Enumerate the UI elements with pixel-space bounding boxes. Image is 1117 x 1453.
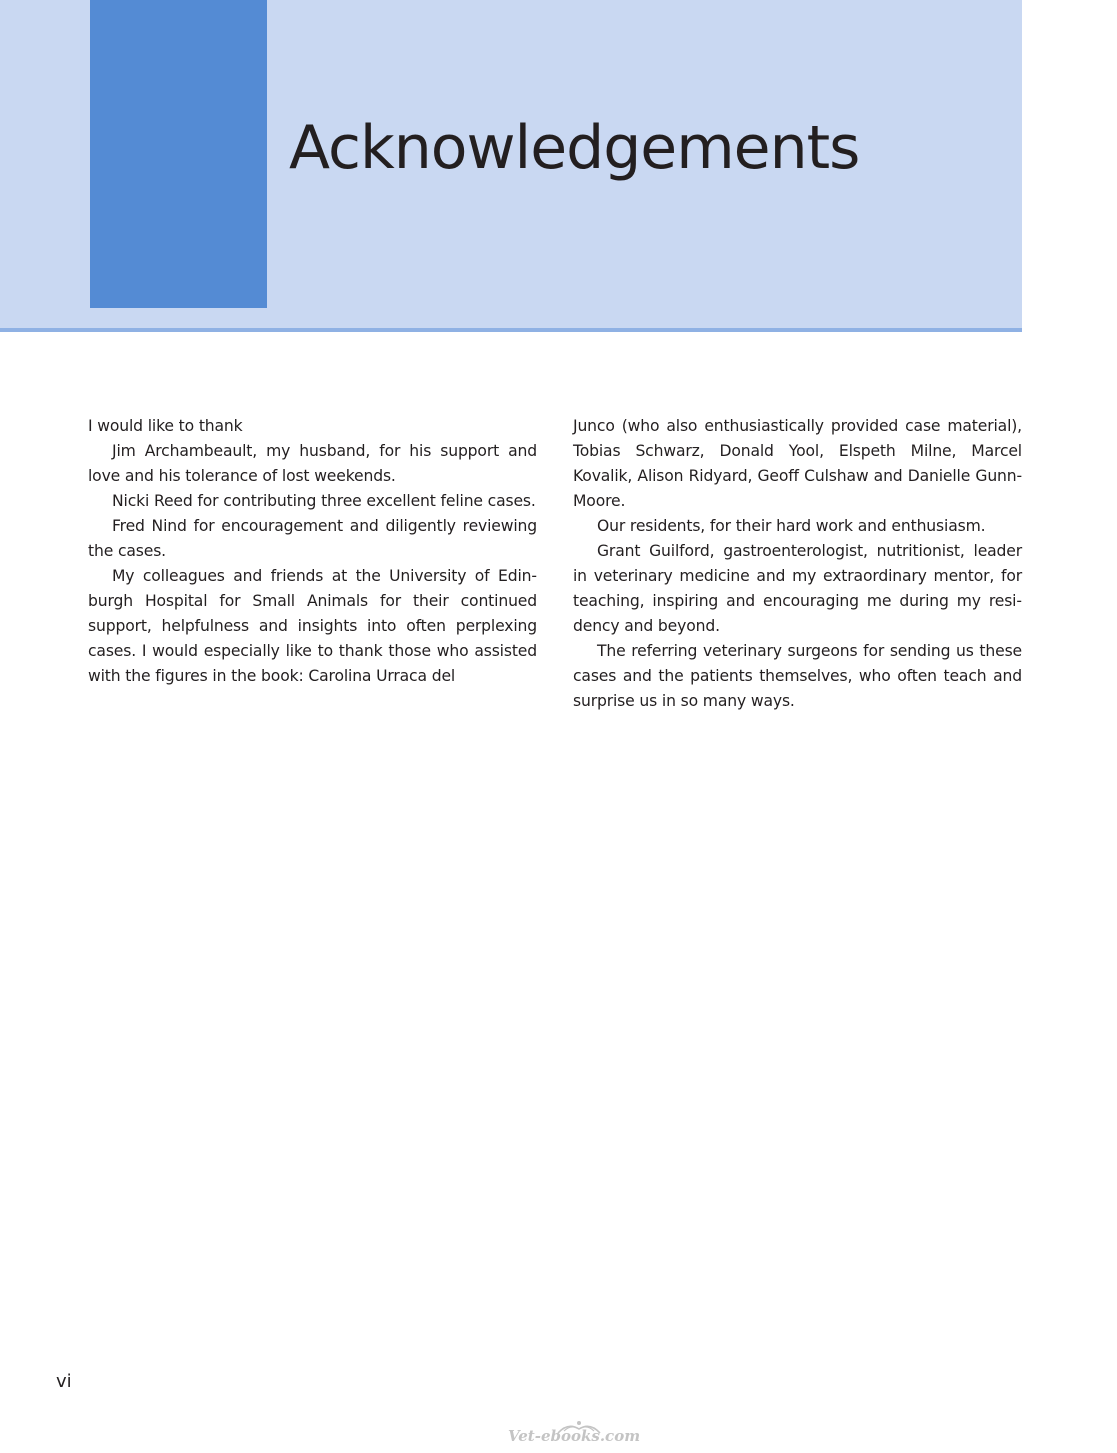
intro-paragraph: I would like to thank xyxy=(88,417,243,435)
accent-block xyxy=(90,0,267,308)
continued-paragraph: Junco (who also enthusiastically provided case material), Tobias Schwarz, Donald Yool, Elspeth Milne, Marcel Kovalik, Alison Ridyard, Geoff Culshaw and Danielle Gunn-Moore. xyxy=(573,417,1022,510)
watermark-text: Vet-ebooks.com xyxy=(508,1427,641,1445)
body-paragraph: Nicki Reed for contributing three excellent feline cases. xyxy=(112,492,536,510)
body-paragraph: Grant Guilford, gastroenterologist, nutritionist, leader in veterinary medicine and my extraordinary mentor, for teaching, inspiring and encouraging me during my residency and beyond. xyxy=(573,542,1022,635)
left-column xyxy=(88,414,537,689)
books-icon xyxy=(556,1420,602,1434)
body-paragraph: My colleagues and friends at the University of Edinburgh Hospital for Small Animals for their continued support, helpfulness and insights into often perplexing cases. I would especially like to thank those who assisted with the figures in the book: Carolina Urraca del xyxy=(88,567,537,685)
page-number: vi xyxy=(56,1371,72,1392)
page-title: Acknowledgements xyxy=(289,113,860,183)
body-paragraph: Our residents, for their hard work and enthusiasm. xyxy=(597,517,986,535)
body-paragraph: Jim Archambeault, my husband, for his support and love and his tolerance of lost weekends. xyxy=(88,442,537,485)
header-rule xyxy=(0,328,1022,332)
right-column xyxy=(573,414,1022,714)
body-paragraph: The referring veterinary surgeons for sending us these cases and the patients themselves, who often teach and surprise us in so many ways. xyxy=(573,642,1022,710)
body-paragraph: Fred Nind for encouragement and diligently reviewing the cases. xyxy=(88,517,537,560)
